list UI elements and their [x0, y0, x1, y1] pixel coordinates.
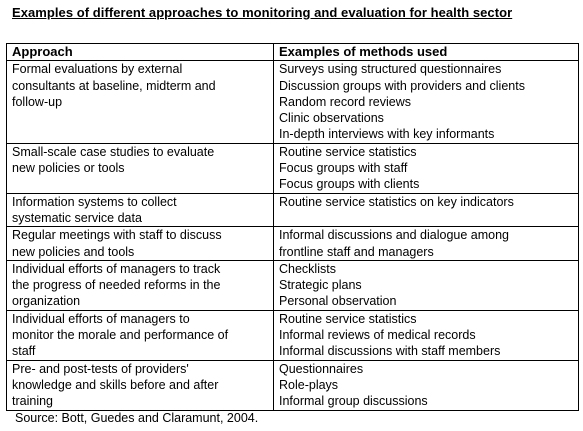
method-item: Informal group discussions — [279, 394, 428, 409]
header-methods: Examples of methods used — [274, 44, 579, 61]
approach-line: systematic service data — [12, 210, 142, 225]
method-item: Informal reviews of medical records — [279, 328, 476, 343]
method-item: Discussion groups with providers and clients — [279, 78, 525, 93]
table-row — [7, 61, 579, 143]
table-row — [7, 360, 579, 410]
methods-cell — [274, 360, 579, 410]
approach-line: Formal evaluations by external — [12, 62, 183, 77]
method-item: Role-plays — [279, 377, 339, 392]
method-item: Informal discussions with staff members — [279, 344, 501, 359]
source-note: Source: Bott, Guedes and Claramunt, 2004. — [15, 411, 259, 425]
approach-line: Information systems to collect — [12, 194, 177, 209]
header-approach: Approach — [7, 44, 274, 61]
methods-table — [6, 43, 579, 411]
method-item: In-depth interviews with key informants — [279, 127, 495, 142]
table-body — [7, 61, 579, 410]
method-item: Routine service statistics — [279, 144, 417, 159]
table-row — [7, 143, 579, 193]
method-item: Informal discussions and dialogue among — [279, 228, 509, 243]
approach-cell — [7, 360, 274, 410]
method-item: Checklists — [279, 261, 336, 276]
approach-cell — [7, 227, 274, 261]
approach-line: follow-up — [12, 94, 63, 109]
methods-cell — [274, 193, 579, 227]
table-row — [7, 227, 579, 261]
table-row — [7, 310, 579, 360]
approach-line: organization — [12, 294, 81, 309]
approach-line: consultants at baseline, midterm and — [12, 78, 216, 93]
method-item: Personal observation — [279, 294, 397, 309]
approach-line: knowledge and skills before and after — [12, 377, 219, 392]
method-item: frontline staff and managers — [279, 244, 434, 259]
approach-line: Pre- and post-tests of providers' — [12, 361, 189, 376]
table-header-row — [7, 44, 579, 61]
table-row — [7, 193, 579, 227]
methods-cell — [274, 227, 579, 261]
methods-cell — [274, 310, 579, 360]
approach-cell — [7, 193, 274, 227]
method-item: Surveys using structured questionnaires — [279, 62, 502, 77]
method-item: Routine service statistics on key indicators — [279, 194, 514, 209]
method-item: Questionnaires — [279, 361, 364, 376]
approach-line: the progress of needed reforms in the — [12, 278, 221, 293]
method-item: Strategic plans — [279, 278, 362, 293]
approach-line: Regular meetings with staff to discuss — [12, 228, 222, 243]
approach-line: Individual efforts of managers to track — [12, 261, 221, 276]
approach-cell — [7, 310, 274, 360]
approach-line: Individual efforts of managers to — [12, 311, 190, 326]
method-item: Clinic observations — [279, 111, 384, 126]
approach-line: monitor the morale and performance of — [12, 328, 229, 343]
methods-cell — [274, 61, 579, 143]
table-title: Examples of different approaches to monitoring and evaluation for health sector — [12, 5, 513, 20]
table-row — [7, 260, 579, 310]
approach-cell — [7, 61, 274, 143]
method-item: Random record reviews — [279, 94, 411, 109]
approach-line: staff — [12, 344, 36, 359]
methods-cell — [274, 260, 579, 310]
approach-line: new policies and tools — [12, 244, 135, 259]
approach-line: new policies or tools — [12, 161, 125, 176]
approach-line: Small-scale case studies to evaluate — [12, 144, 215, 159]
approach-line: training — [12, 394, 53, 409]
approach-cell — [7, 143, 274, 193]
method-item: Routine service statistics — [279, 311, 417, 326]
method-item: Focus groups with staff — [279, 161, 408, 176]
approach-cell — [7, 260, 274, 310]
method-item: Focus groups with clients — [279, 177, 420, 192]
methods-cell — [274, 143, 579, 193]
